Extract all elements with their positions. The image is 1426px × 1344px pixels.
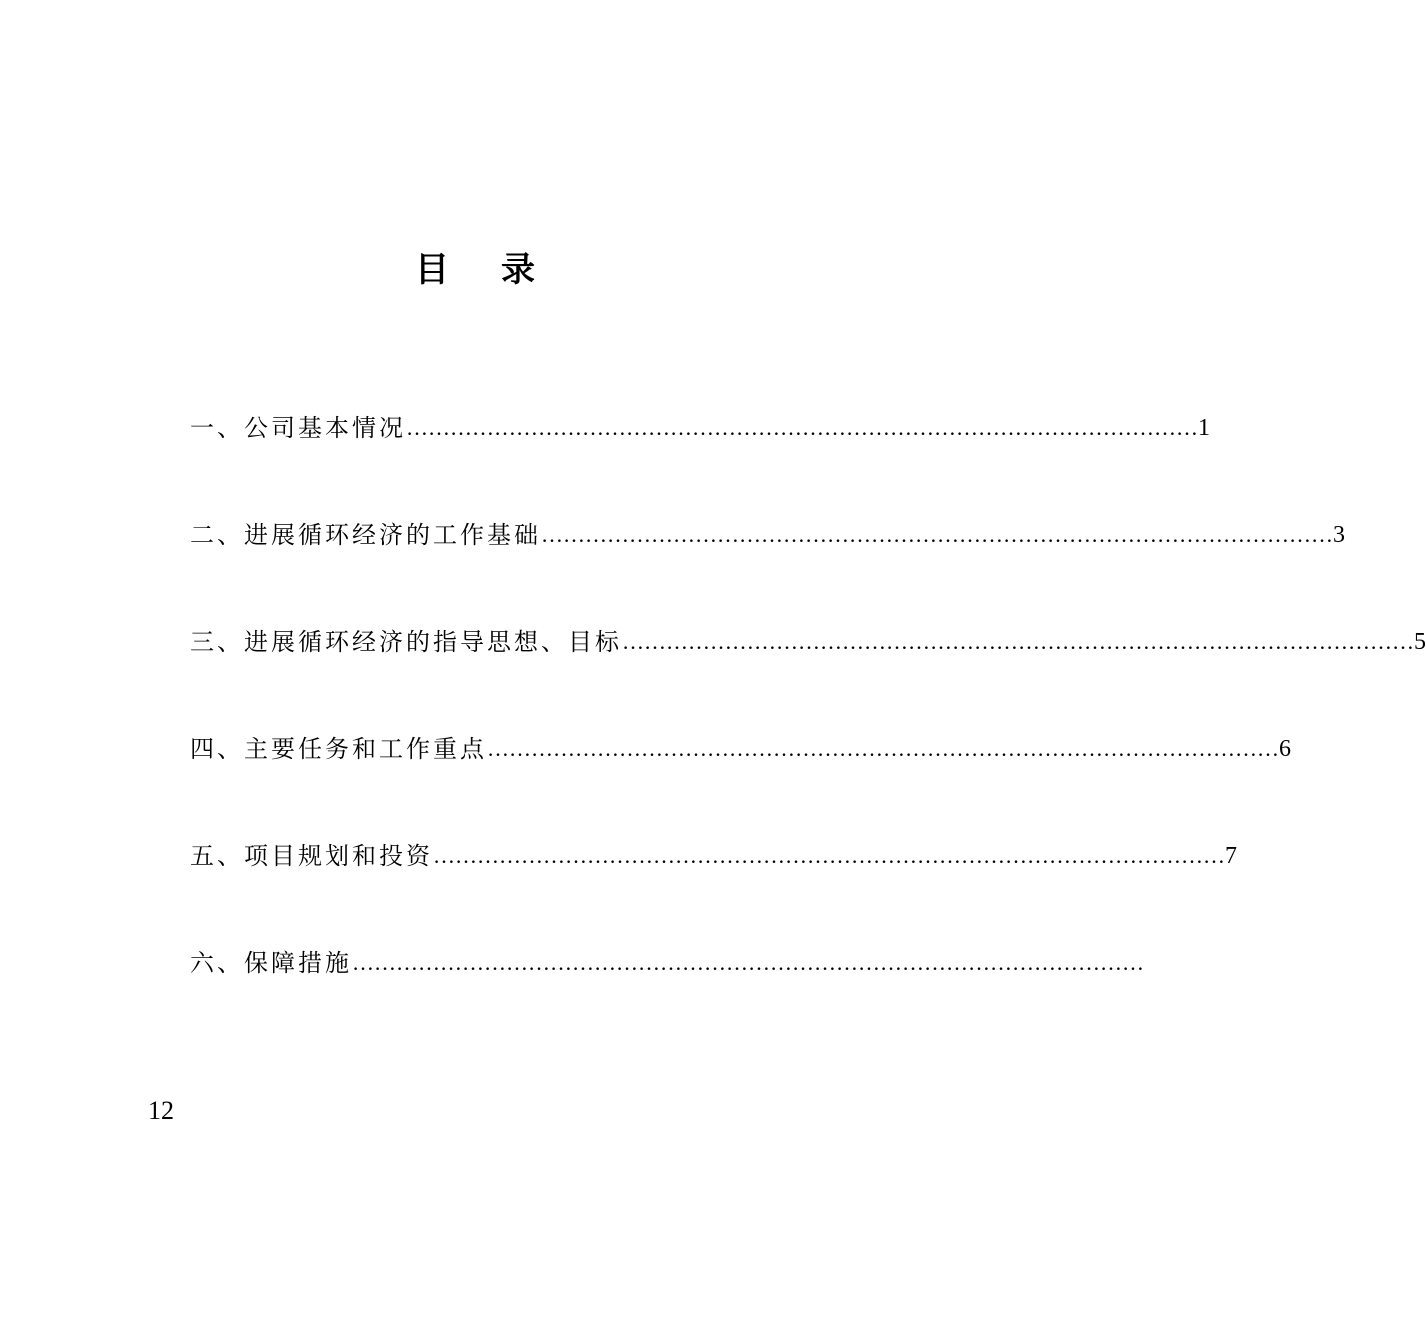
toc-entry-label: 三、进展循环经济的指导思想、目标 bbox=[190, 628, 622, 656]
page-number: 12 bbox=[148, 1096, 174, 1125]
page-title bbox=[0, 248, 950, 292]
toc-dot-leader: ……………………………………………………………………………………………… bbox=[622, 629, 1414, 654]
toc-dot-leader: ……………………………………………………………………………………………… bbox=[433, 843, 1225, 868]
title-char-2: 录 bbox=[501, 250, 535, 290]
toc-entry-label: 一、公司基本情况 bbox=[190, 414, 406, 442]
toc-dot-leader: ……………………………………………………………………………………………… bbox=[541, 522, 1333, 547]
toc-entry-4[interactable] bbox=[190, 725, 1291, 832]
toc-page-number: 1 bbox=[1198, 415, 1210, 441]
table-of-contents bbox=[190, 404, 1426, 1046]
toc-entry-3[interactable] bbox=[190, 618, 1426, 725]
toc-entry-5[interactable] bbox=[190, 832, 1237, 939]
toc-entry-label: 四、主要任务和工作重点 bbox=[190, 735, 487, 763]
title-char-1: 目 bbox=[415, 250, 449, 290]
toc-dot-leader: ……………………………………………………………………………………………… bbox=[352, 950, 1144, 975]
toc-entry-6[interactable] bbox=[190, 939, 1144, 1046]
toc-page-number: 6 bbox=[1279, 736, 1291, 762]
toc-dot-leader: ……………………………………………………………………………………………… bbox=[487, 736, 1279, 761]
toc-entry-1[interactable] bbox=[190, 404, 1210, 511]
toc-entry-label: 五、项目规划和投资 bbox=[190, 842, 433, 870]
toc-entry-label: 二、进展循环经济的工作基础 bbox=[190, 521, 541, 549]
toc-page-number: 5 bbox=[1414, 629, 1426, 655]
toc-page-number: 3 bbox=[1333, 522, 1345, 548]
toc-dot-leader: ……………………………………………………………………………………………… bbox=[406, 415, 1198, 440]
toc-page-number: 7 bbox=[1225, 843, 1237, 869]
toc-entry-2[interactable] bbox=[190, 511, 1345, 618]
toc-entry-label: 六、保障措施 bbox=[190, 949, 352, 977]
